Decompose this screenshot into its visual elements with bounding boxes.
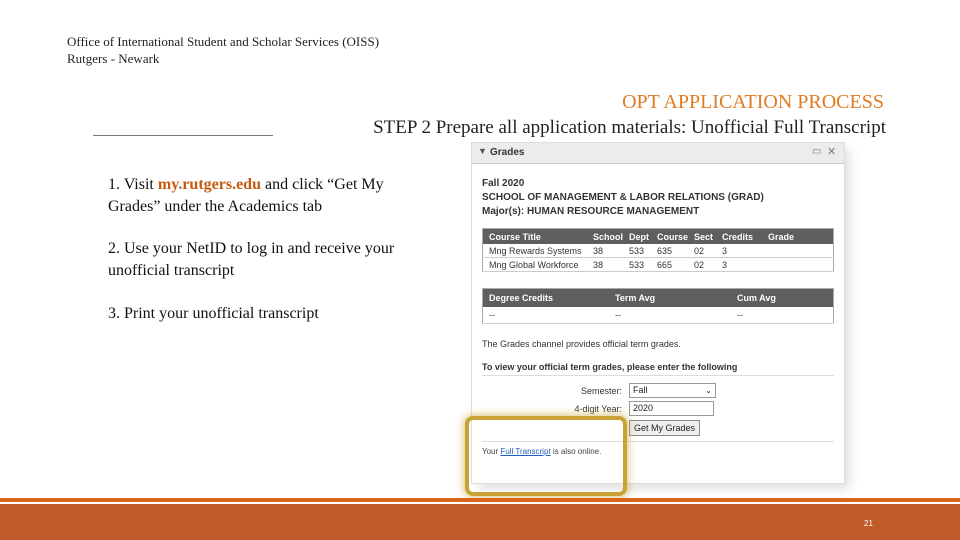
major-label: Major(s): HUMAN RESOURCE MANAGEMENT: [482, 206, 700, 217]
col-term-avg: Term Avg: [609, 289, 731, 308]
col-sect: Sect: [688, 229, 716, 245]
col-course-title: Course Title: [483, 229, 588, 245]
rutgers-link[interactable]: my.rutgers.edu: [157, 176, 261, 193]
year-input[interactable]: 2020: [629, 401, 714, 416]
semester-select[interactable]: [629, 383, 716, 398]
semester-label: Semester:: [580, 386, 622, 396]
school-label: SCHOOL OF MANAGEMENT & LABOR RELATIONS (GRAD): [482, 192, 764, 203]
transcript-highlight-frame: [465, 416, 627, 496]
cell: [762, 258, 833, 272]
table-row: [483, 258, 834, 272]
get-my-grades-button[interactable]: Get My Grades: [629, 420, 700, 436]
cell: Mng Rewards Systems: [483, 244, 588, 258]
transcript-pre: Your: [482, 447, 501, 456]
title-divider: [93, 135, 273, 136]
col-credits: Credits: [716, 229, 762, 245]
page-number: 21: [864, 519, 873, 528]
cell: 533: [623, 258, 651, 272]
cell: 38: [587, 244, 623, 258]
step-3: 3. Print your unofficial transcript: [108, 305, 319, 322]
table-row: [483, 307, 834, 324]
courses-table: [482, 228, 834, 272]
courses-header-row: [483, 229, 834, 245]
slide-subtitle: STEP 2 Prepare all application materials: Unofficial Full Transcript: [373, 117, 886, 138]
col-degree-credits: Degree Credits: [483, 289, 610, 308]
cell: 38: [587, 258, 623, 272]
cell: 3: [716, 244, 762, 258]
chevron-down-icon: ⌄: [705, 386, 712, 395]
cell: 02: [688, 244, 716, 258]
cell: [762, 244, 833, 258]
widget-header: [472, 143, 844, 164]
org-campus: Rutgers - Newark: [67, 51, 160, 66]
col-grade: Grade: [762, 229, 833, 245]
widget-title: Grades: [490, 147, 525, 158]
cell: 02: [688, 258, 716, 272]
table-row: [483, 244, 834, 258]
col-dept: Dept: [623, 229, 651, 245]
cell: 635: [651, 244, 688, 258]
year-label: 4-digit Year:: [574, 404, 622, 414]
degree-header-row: [483, 289, 834, 308]
channel-text: The Grades channel provides official term grades.: [482, 339, 681, 349]
cell: 533: [623, 244, 651, 258]
official-grades-text: To view your official term grades, please enter the following: [482, 362, 738, 372]
step-1-pre: 1. Visit: [108, 176, 158, 193]
cell: --: [609, 307, 731, 324]
cell: --: [731, 307, 834, 324]
col-course: Course: [651, 229, 688, 245]
minimize-icon[interactable]: ▭: [812, 146, 822, 157]
footer-accent-line: [0, 498, 960, 502]
semester-value: Fall: [633, 385, 648, 395]
col-cum-avg: Cum Avg: [731, 289, 834, 308]
footer-bar: [0, 504, 960, 540]
transcript-post: is also online.: [550, 447, 602, 456]
collapse-icon[interactable]: ▼: [478, 146, 487, 156]
full-transcript-link[interactable]: Full Transcript: [500, 447, 551, 456]
org-name: Office of International Student and Scholar Services (OISS): [67, 34, 380, 49]
step-1-post: and click “Get My Grades” under the Academics tab: [108, 176, 384, 215]
slide-title: OPT APPLICATION PROCESS: [622, 91, 884, 113]
col-school: School: [587, 229, 623, 245]
cell: 3: [716, 258, 762, 272]
cell: --: [483, 307, 610, 324]
divider: [482, 375, 834, 376]
step-2: 2. Use your NetID to log in and receive your unofficial transcript: [108, 240, 395, 279]
cell: 665: [651, 258, 688, 272]
term-label: Fall 2020: [482, 178, 525, 189]
close-icon[interactable]: ✕: [827, 146, 837, 158]
step-1: [108, 174, 408, 218]
degree-table: [482, 288, 834, 324]
cell: Mng Global Workforce: [483, 258, 588, 272]
